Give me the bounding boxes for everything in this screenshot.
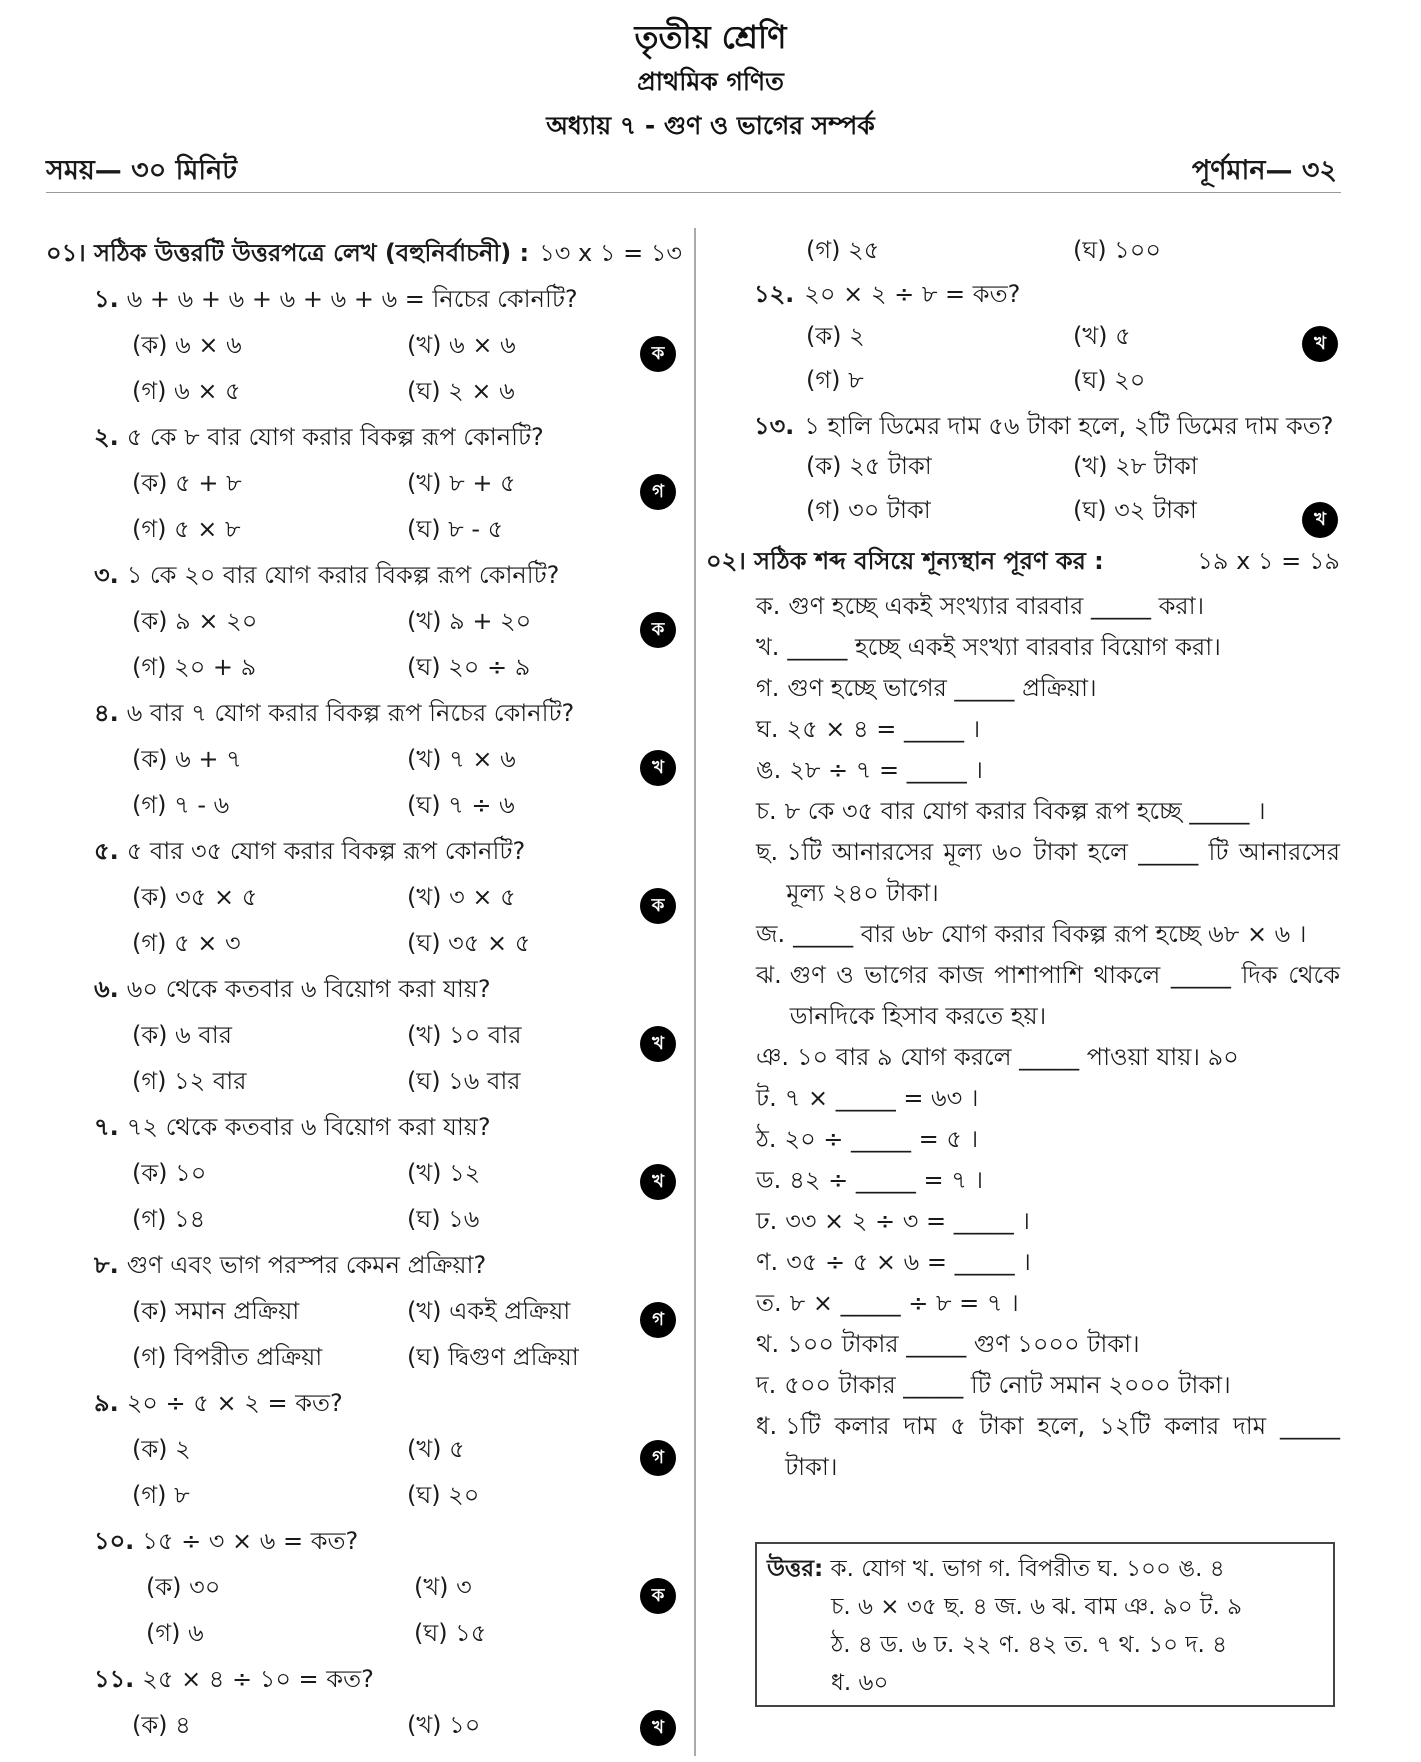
mcq-question: [46, 1382, 682, 1520]
item-text: ১টি আনারসের মূল্য ৬০ টাকা হলে _____ টি আনারসের মূল্য ২৪০ টাকা।: [786, 838, 1340, 907]
question-number: ২.: [94, 423, 119, 451]
answer-badge: খ: [1302, 502, 1338, 538]
item-text: গুণ হচ্ছে একই সংখ্যার বারবার _____ করা।: [788, 592, 1205, 620]
option-ka: (ক) সমান প্রক্রিয়া: [132, 1297, 300, 1325]
question-stem: [46, 1382, 682, 1428]
fill-in-item: [710, 955, 1340, 1037]
fill-in-item: [710, 791, 1340, 832]
options-row: [710, 490, 1340, 534]
answer-badge: খ: [640, 1710, 676, 1746]
options-row: [710, 316, 1340, 360]
item-text: গুণ হচ্ছে ভাগের _____ প্রক্রিয়া।: [787, 674, 1097, 702]
option-kha: (খ) ৩ × ৫: [407, 883, 516, 911]
options-row: [46, 922, 682, 968]
column-divider: [694, 228, 696, 1756]
fill-in-item: [710, 586, 1340, 627]
option-gha: (ঘ) ৭ ÷ ৬: [407, 791, 515, 819]
mcq-question: [46, 278, 682, 416]
item-text: ৪২ ÷ _____ = ৭ ।: [789, 1166, 984, 1194]
option-gha: (ঘ) ৩২ টাকা: [1073, 496, 1197, 524]
item-text: ৮ × _____ ÷ ৮ = ৭ ।: [789, 1289, 1019, 1317]
option-ga: (গ) ৬: [146, 1619, 204, 1647]
item-label: ট.: [756, 1084, 777, 1112]
options-row: [710, 232, 1340, 272]
option-gha: (ঘ) ১৫: [414, 1619, 487, 1647]
answer-badge: খ: [1302, 326, 1338, 362]
item-label: ঘ.: [756, 715, 779, 743]
answer-badge: ক: [640, 888, 676, 924]
option-ka: (ক) ৪: [132, 1711, 191, 1739]
item-text: ৮ কে ৩৫ বার যোগ করার বিকল্প রূপ হচ্ছে _____ ।: [784, 797, 1266, 825]
option-kha: (খ) ৮ + ৫: [407, 469, 516, 497]
question-text: ৬ + ৬ + ৬ + ৬ + ৬ + ৬ = নিচের কোনটি?: [126, 285, 578, 313]
question-text: ১ হালি ডিমের দাম ৫৬ টাকা হলে, ২টি ডিমের দাম কত?: [804, 412, 1334, 440]
mcq-question-11: [46, 1658, 682, 1750]
question-stem: [46, 1244, 682, 1290]
question-stem: [46, 1658, 682, 1704]
item-text: ১০ বার ৯ যোগ করলে _____ পাওয়া যায়। ৯০: [796, 1043, 1239, 1071]
option-ka: (ক) ৩৫ × ৫: [132, 883, 258, 911]
option-ga: (গ) ৫ × ৩: [132, 929, 241, 957]
options-row: [46, 600, 682, 646]
answer-badge: খ: [640, 750, 676, 786]
options-row: [46, 1566, 682, 1612]
question-stem: [46, 830, 682, 876]
answer-key-line: চ. ৬ × ৩৫ ছ. ৪ জ. ৬ ঝ. বাম ঞ. ৯০ ট. ৯: [831, 1594, 1243, 1620]
option-gha: (ঘ) ২০: [407, 1481, 480, 1509]
option-ka: (ক) ৯ × ২০: [132, 607, 258, 635]
question-stem: [46, 1106, 682, 1152]
chapter-title: অধ্যায় ৭ - গুণ ও ভাগের সম্পর্ক: [546, 111, 875, 140]
question-text: ১৫ ÷ ৩ × ৬ = কত?: [142, 1527, 359, 1555]
question-text: ৫ কে ৮ বার যোগ করার বিকল্প রূপ কোনটি?: [126, 423, 544, 451]
question-number: ৯.: [94, 1389, 119, 1417]
question-number: ১২.: [754, 280, 795, 308]
item-text: ২৮ ÷ ৭ = _____ ।: [789, 756, 983, 784]
answer-badge: খ: [640, 1026, 676, 1062]
answer-badge: গ: [640, 474, 676, 510]
mcq-question: [46, 554, 682, 692]
answer-badge: ক: [640, 612, 676, 648]
option-ga: (গ) ১৪: [132, 1205, 206, 1233]
left-column: [46, 232, 682, 1750]
question-stem: [46, 416, 682, 462]
answer-badge: খ: [640, 1164, 676, 1200]
answer-key-label: উত্তর:: [767, 1556, 824, 1582]
option-ka: (ক) ১০: [132, 1159, 207, 1187]
option-ka: (ক) ২৫ টাকা: [806, 452, 932, 480]
class-title: তৃতীয় শ্রেণি: [634, 18, 787, 56]
mcq-question: [46, 968, 682, 1106]
item-label: ধ.: [756, 1412, 778, 1440]
question-number: ৩.: [94, 561, 119, 589]
item-label: জ.: [756, 920, 786, 948]
question-number: ৫.: [94, 837, 119, 865]
options-row: [46, 1474, 682, 1520]
question-stem: [46, 968, 682, 1014]
option-kha: (খ) একই প্রক্রিয়া: [407, 1297, 571, 1325]
item-label: গ.: [756, 674, 780, 702]
question-stem: [46, 1520, 682, 1566]
option-kha: (খ) ১০ বার: [407, 1021, 522, 1049]
question-text: ২০ ÷ ৫ × ২ = কত?: [126, 1389, 343, 1417]
question-text: ৭২ থেকে কতবার ৬ বিয়োগ করা যায়?: [126, 1113, 491, 1141]
section2-marks: ১৯ x ১ = ১৯: [1197, 547, 1340, 575]
item-text: গুণ ও ভাগের কাজ পাশাপাশি থাকলে _____ দিক থেকে ডানদিকে হিসাব করতে হয়।: [789, 961, 1340, 1030]
item-label: ণ.: [756, 1248, 779, 1276]
item-label: ঙ.: [756, 756, 782, 784]
option-ka: (ক) ৬ বার: [132, 1021, 232, 1049]
option-gha: (ঘ) ২ × ৬: [407, 377, 515, 405]
mcq-question: [46, 1520, 682, 1658]
options-row: [710, 446, 1340, 490]
option-ka: (ক) ৬ + ৭: [132, 745, 242, 773]
item-label: ঝ.: [756, 961, 782, 989]
fill-in-item: [710, 627, 1340, 668]
fill-in-item: [710, 1365, 1340, 1406]
fill-in-item: [710, 1242, 1340, 1283]
options-row: [46, 1014, 682, 1060]
fill-in-item: [710, 832, 1340, 914]
question-stem: [46, 692, 682, 738]
fill-in-item: [710, 1283, 1340, 1324]
fill-in-list: [710, 586, 1340, 1488]
fill-in-item: [710, 914, 1340, 955]
fill-in-item: [710, 1201, 1340, 1242]
answer-badge: ক: [640, 336, 676, 372]
mcq-question: [46, 1244, 682, 1382]
question-number: ১১.: [94, 1665, 135, 1693]
option-ka: (ক) ৫ + ৮: [132, 469, 242, 497]
option-ga: (গ) ৩০ টাকা: [806, 496, 931, 524]
question-text: ২৫ × ৪ ÷ ১০ = কত?: [142, 1665, 374, 1693]
question-number: ৭.: [94, 1113, 119, 1141]
option-kha: (খ) ২৮ টাকা: [1073, 452, 1198, 480]
item-text: ৩৫ ÷ ৫ × ৬ = _____ ।: [786, 1248, 1031, 1276]
answer-badge: ক: [640, 1578, 676, 1614]
option-ga: (গ) বিপরীত প্রক্রিয়া: [132, 1343, 323, 1371]
question-text: ১ কে ২০ বার যোগ করার বিকল্প রূপ কোনটি?: [126, 561, 560, 589]
fill-in-item: [710, 668, 1340, 709]
question-number: ১৩.: [754, 412, 795, 440]
options-row: [46, 646, 682, 692]
item-label: চ.: [756, 797, 777, 825]
option-gha: (ঘ) ৮ - ৫: [407, 515, 504, 543]
option-gha: (ঘ) ৩৫ × ৫: [407, 929, 531, 957]
fill-in-item: [710, 1119, 1340, 1160]
option-kha: (খ) ১০: [407, 1711, 481, 1739]
fill-in-item: [710, 750, 1340, 791]
options-row: [46, 1336, 682, 1382]
mcq-question: [46, 692, 682, 830]
section2-title: ০২। সঠিক শব্দ বসিয়ে শূন্যস্থান পূরণ কর :: [706, 547, 1104, 575]
option-ka: (ক) ৬ × ৬: [132, 331, 242, 359]
question-text: গুণ এবং ভাগ পরস্পর কেমন প্রক্রিয়া?: [126, 1251, 487, 1279]
question-text: ৬০ থেকে কতবার ৬ বিয়োগ করা যায়?: [126, 975, 491, 1003]
item-label: ঞ.: [756, 1043, 789, 1071]
item-text: _____ বার ৬৮ যোগ করার বিকল্প রূপ হচ্ছে ৬৮ × ৬ ।: [793, 920, 1307, 948]
item-text: ২০ ÷ _____ = ৫ ।: [784, 1125, 979, 1153]
option-ga: (গ) ৭ - ৬: [132, 791, 230, 819]
question-stem: [710, 272, 1340, 316]
fill-in-item: [710, 1037, 1340, 1078]
question-text: ৬ বার ৭ যোগ করার বিকল্প রূপ নিচের কোনটি?: [126, 699, 575, 727]
question-number: ৪.: [94, 699, 119, 727]
time-label: সময়— ৩০ মিনিট: [46, 155, 237, 186]
option-gha: (ঘ) ১৬ বার: [407, 1067, 521, 1095]
option-gha: (ঘ) ১৬: [407, 1205, 480, 1233]
option-kha: (খ) ৫: [1073, 322, 1131, 350]
options-row: [46, 738, 682, 784]
section1-heading: [46, 232, 682, 278]
fill-in-item: [710, 1078, 1340, 1119]
options-row: [46, 1612, 682, 1658]
answer-key-box: [755, 1542, 1335, 1707]
item-label: খ.: [756, 633, 780, 661]
item-label: ড.: [756, 1166, 782, 1194]
option-ga: (গ) ৫ × ৮: [132, 515, 241, 543]
question-number: ৬.: [94, 975, 119, 1003]
item-label: ত.: [756, 1289, 782, 1317]
option-gha: (ঘ) দ্বিগুণ প্রক্রিয়া: [407, 1343, 579, 1371]
item-label: ঠ.: [756, 1125, 777, 1153]
mcq-question-13: [710, 404, 1340, 534]
option-kha: (খ) ৯ + ২০: [407, 607, 532, 635]
item-label: ঢ.: [756, 1207, 778, 1235]
full-marks-label: পূর্ণমান— ৩২: [1191, 155, 1337, 186]
option-gha: (ঘ) ১০০: [1073, 236, 1161, 264]
options-row: [46, 1198, 682, 1244]
option-ga: (গ) ২৫: [806, 236, 880, 264]
item-text: _____ হচ্ছে একই সংখ্যা বারবার বিয়োগ করা।: [787, 633, 1221, 661]
option-kha: (খ) ১২: [407, 1159, 481, 1187]
item-text: ৫০০ টাকার _____ টি নোট সমান ২০০০ টাকা।: [784, 1371, 1231, 1399]
option-ga: (গ) ৮: [806, 366, 864, 394]
section1-title: ০১। সঠিক উত্তরটি উত্তরপত্রে লেখ (বহুনির্বাচনী) :: [46, 239, 530, 267]
mcq-question: [46, 1106, 682, 1244]
fill-in-item: [710, 1160, 1340, 1201]
options-row: [46, 370, 682, 416]
mcq-question: [46, 830, 682, 968]
option-ka: (ক) ২: [806, 322, 865, 350]
options-row: [46, 876, 682, 922]
mcq-question: [46, 416, 682, 554]
answer-key-line: ধ. ৬০: [831, 1670, 889, 1696]
item-label: থ.: [756, 1330, 780, 1358]
question-number: ১.: [94, 285, 119, 313]
options-row: [46, 1290, 682, 1336]
option-ga: (গ) ২০ + ৯: [132, 653, 257, 681]
question-number: ৮.: [94, 1251, 119, 1279]
right-column: [706, 232, 1340, 1488]
options-row: [46, 1152, 682, 1198]
question-text: ৫ বার ৩৫ যোগ করার বিকল্প রূপ কোনটি?: [126, 837, 526, 865]
answer-key-line: ক. যোগ খ. ভাগ গ. বিপরীত ঘ. ১০০ ঙ. ৪: [830, 1556, 1225, 1582]
option-kha: (খ) ৩: [414, 1573, 472, 1601]
item-text: ১টি কলার দাম ৫ টাকা হলে, ১২টি কলার দাম _____ টাকা।: [785, 1412, 1340, 1481]
option-ga: (গ) ৮: [132, 1481, 190, 1509]
options-row: [46, 462, 682, 508]
question-number: ১০.: [94, 1527, 135, 1555]
question-stem: [46, 278, 682, 324]
mcq-question-12: [710, 272, 1340, 404]
answer-key-line: ঠ. ৪ ড. ৬ ঢ. ২২ ণ. ৪২ ত. ৭ থ. ১০ দ. ৪: [831, 1632, 1228, 1658]
option-kha: (খ) ৬ × ৬: [407, 331, 516, 359]
question-stem: [46, 554, 682, 600]
item-text: ২৫ × ৪ = _____ ।: [786, 715, 981, 743]
options-row: [46, 1428, 682, 1474]
option-kha: (খ) ৭ × ৬: [407, 745, 516, 773]
options-row: [46, 508, 682, 554]
options-row: [46, 784, 682, 830]
subject-title: প্রাথমিক গণিত: [637, 67, 784, 96]
fill-in-item: [710, 1406, 1340, 1488]
option-gha: (ঘ) ২০: [1073, 366, 1146, 394]
question-stem: [710, 404, 1340, 446]
section1-marks: ১৩ x ১ = ১৩: [539, 239, 682, 267]
mcq-list: [46, 278, 682, 1658]
question-text: ২০ × ২ ÷ ৮ = কত?: [804, 280, 1021, 308]
item-text: ১০০ টাকার _____ গুণ ১০০০ টাকা।: [787, 1330, 1140, 1358]
option-ga: (গ) ৬ × ৫: [132, 377, 241, 405]
item-text: ৩৩ × ২ ÷ ৩ = _____ ।: [785, 1207, 1030, 1235]
answer-badge: গ: [640, 1302, 676, 1338]
fill-in-item: [710, 709, 1340, 750]
options-row: [46, 324, 682, 370]
section2-heading: [706, 540, 1340, 586]
item-label: ছ.: [756, 838, 779, 866]
header-divider: [46, 192, 1341, 193]
answer-badge: গ: [640, 1440, 676, 1476]
item-label: দ.: [756, 1371, 777, 1399]
fill-in-item: [710, 1324, 1340, 1365]
option-ka: (ক) ৩০: [146, 1573, 221, 1601]
option-ga: (গ) ১২ বার: [132, 1067, 247, 1095]
option-gha: (ঘ) ২০ ÷ ৯: [407, 653, 531, 681]
item-text: ৭ × _____ = ৬৩ ।: [784, 1084, 979, 1112]
options-row: [46, 1060, 682, 1106]
options-row: [710, 360, 1340, 404]
options-row: [46, 1704, 682, 1750]
option-kha: (খ) ৫: [407, 1435, 465, 1463]
option-ka: (ক) ২: [132, 1435, 191, 1463]
item-label: ক.: [756, 592, 781, 620]
